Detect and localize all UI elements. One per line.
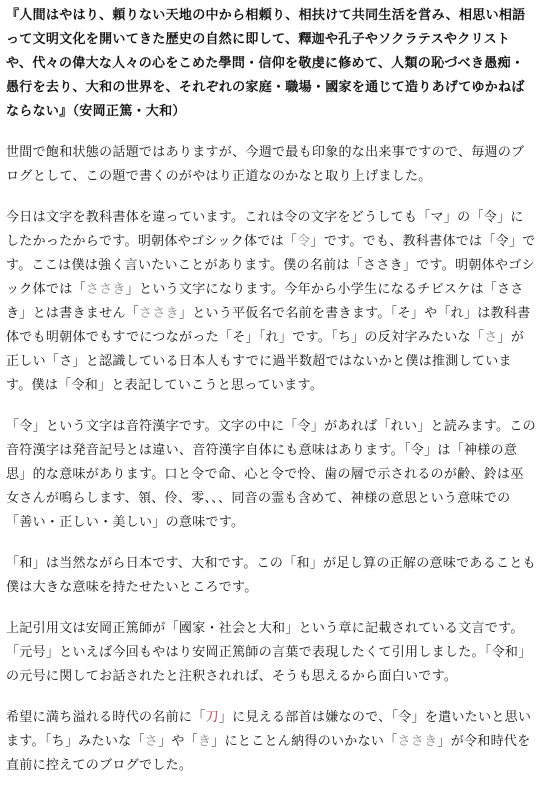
mincho-glyph: ささき bbox=[397, 734, 438, 749]
katana-radical-glyph: 刀 bbox=[205, 710, 219, 725]
paragraph-closing bbox=[6, 706, 536, 778]
text-segment: 今日は文字を教科書体を違っています。これは令の文字をどうしても「マ」の「令」にしたかったからです。明朝体やゴシック体では「 bbox=[6, 210, 524, 249]
mincho-glyph: 令 bbox=[297, 234, 311, 249]
mincho-glyph: ささき bbox=[85, 282, 126, 297]
text-segment: 」が令和時代を直前に控えてのブログでした。 bbox=[6, 734, 531, 773]
mincho-glyph: さ bbox=[144, 734, 159, 749]
text-segment: 」という文字になります。今年から小学生になるチビスケは「ささき」とは書きません「 bbox=[6, 282, 524, 321]
paragraph-rei: 「令」という文字は音符漢字です。文字の中に「令」があれば「れい」と読みます。この音符漢字は発音記号とは違い、音符漢字自体にも意味はあります。「令」は「神様の意思」的な意味があります。口と令で命、心と令で怜、歯の層で示されるのが齢、鈴は巫女さんが鳴らします、領、伶、零、、、同音の霊も含めて、神様の意思という意味での「善い・正しい・美しい」の意味です。 bbox=[6, 419, 536, 530]
mincho-glyph: き bbox=[197, 734, 212, 749]
text-segment: 希望に満ち溢れる時代の名前に「 bbox=[6, 710, 206, 725]
paragraph-wa: 「和」は当然ながら日本です、大和です。この「和」が足し算の正解の意味であることも僕は大きな意味を持たせたいところです。 bbox=[6, 556, 536, 595]
text-segment: 」にとことん納得のいかない「 bbox=[211, 734, 398, 749]
blog-post bbox=[6, 4, 536, 795]
paragraph-typeface bbox=[6, 206, 536, 398]
text-segment: 」が正しい「さ」と認識している日本人もすでに過半数超ではないかと僕は推測しています。僕は「令和」と表記していこうと思っています。 bbox=[6, 330, 525, 393]
text-segment: 」です。でも、教科書体では「令」です。ここは僕は強く言いたいことがあります。僕の名前は「ささき」です。明朝体やゴシック体では「 bbox=[6, 234, 536, 297]
mincho-glyph: ささき bbox=[139, 306, 179, 321]
quote-paragraph: 『人間はやはり、頼りない天地の中から相頼り、相扶けて共同生活を営み、相思い相語って文明文化を開いてきた歴史の自然に即して、釋迦や孔子やソクラテスやクリストや、代々の偉大な人々の心をこめた學問・信仰を敬虔に修めて、人類の恥づべき愚痴・愚行を去り、大和の世界を、それぞれの家庭・職場・國家を通じて造りあげてゆかねばならない』（安岡正篤・大和） bbox=[6, 8, 526, 119]
text-segment: 」という平仮名で名前を書きます。「そ」や「れ」は教科書体でも明朝体でもすでにつながった「そ」「れ」です。「ち」の反対字みたいな「 bbox=[6, 306, 531, 345]
paragraph-quote-source: 上記引用文は安岡正篤師が「國家・社会と大和」という章に記載されている文言です。「元号」といえば今回もやはり安岡正篤師の言葉で表現したくて引用しました。「令和」の元号に関してお話されたと注釈されれば、そうも思えるから面白いです。 bbox=[6, 621, 532, 684]
text-segment: 」や「 bbox=[158, 734, 198, 749]
paragraph-intro: 世間で飽和状態の話題ではありますが、今週で最も印象的な出来事ですので、毎週のブログとして、この題で書くのがやはり正道なのかなと取り上げました。 bbox=[6, 145, 525, 184]
mincho-glyph: さ bbox=[484, 330, 498, 345]
text-segment: 」に見える部首は嫌なので、「令」を遣いたいと思います。「ち」みたいな「 bbox=[6, 710, 532, 749]
